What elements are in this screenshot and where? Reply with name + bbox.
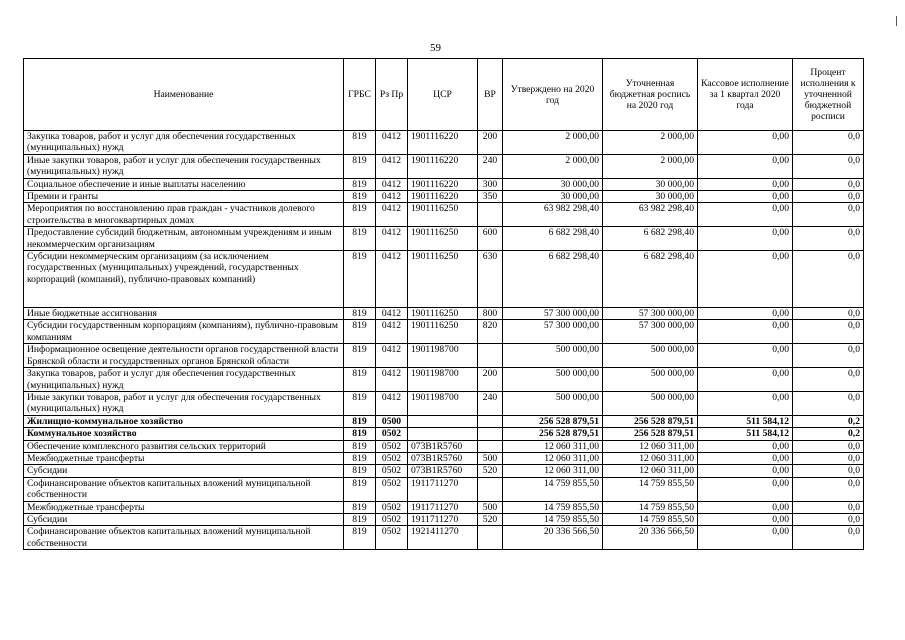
- table-row: [24, 308, 864, 320]
- table-row: [24, 344, 864, 368]
- cell-cash: 0,00: [698, 465, 793, 477]
- cell-refined: 57 300 000,00: [603, 320, 698, 344]
- cell-rz: 0502: [376, 440, 408, 452]
- cell-cash: 0,00: [698, 477, 793, 501]
- cell-grbs: 819: [344, 526, 376, 550]
- cell-grbs: 819: [344, 391, 376, 415]
- cell-rz: 0500: [376, 415, 408, 427]
- cell-grbs: 819: [344, 308, 376, 320]
- cell-csr: 073B1R5760: [408, 440, 478, 452]
- cell-rz: 0502: [376, 428, 408, 440]
- header-csr: ЦСР: [408, 59, 478, 131]
- cell-csr: 1901198700: [408, 368, 478, 392]
- cell-rz: 0502: [376, 477, 408, 501]
- table-row: [24, 465, 864, 477]
- cell-rz: 0412: [376, 344, 408, 368]
- cell-rz: 0412: [376, 203, 408, 227]
- cell-refined: 12 060 311,00: [603, 440, 698, 452]
- cell-cash: 0,00: [698, 391, 793, 415]
- cell-csr: 1901116250: [408, 227, 478, 251]
- cell-vr: 820: [478, 320, 503, 344]
- table-header-row: [24, 59, 864, 131]
- cell-csr: 073B1R5760: [408, 465, 478, 477]
- cell-refined: 20 336 566,50: [603, 526, 698, 550]
- cell-name: Иные закупки товаров, работ и услуг для обеспечения государственных (муниципальных) нужд: [24, 391, 344, 415]
- header-refined: Уточненная бюджетная роспись на 2020 год: [603, 59, 698, 131]
- cell-percent: 0,0: [793, 452, 864, 464]
- cell-vr: [478, 415, 503, 427]
- cell-cash: 0,00: [698, 440, 793, 452]
- cell-csr: 1911711270: [408, 501, 478, 513]
- cell-approved: 500 000,00: [503, 344, 603, 368]
- cell-name: Социальное обеспечение и иные выплаты населению: [24, 178, 344, 190]
- table-row: [24, 131, 864, 155]
- table-row: [24, 203, 864, 227]
- cell-csr: [408, 428, 478, 440]
- cell-approved: 30 000,00: [503, 178, 603, 190]
- table-row: [24, 428, 864, 440]
- cell-rz: 0502: [376, 465, 408, 477]
- header-cash: Кассовое исполнение за 1 квартал 2020 года: [698, 59, 793, 131]
- cell-percent: 0,0: [793, 154, 864, 178]
- cell-vr: [478, 526, 503, 550]
- cell-rz: 0412: [376, 308, 408, 320]
- cell-vr: [478, 344, 503, 368]
- cell-rz: 0502: [376, 526, 408, 550]
- header-rz: Рз Пр: [376, 59, 408, 131]
- cell-grbs: 819: [344, 320, 376, 344]
- cell-vr: 520: [478, 465, 503, 477]
- cell-vr: 240: [478, 391, 503, 415]
- cell-vr: [478, 477, 503, 501]
- cell-rz: 0502: [376, 513, 408, 525]
- cell-name: Иные бюджетные ассигнования: [24, 308, 344, 320]
- table-row: [24, 368, 864, 392]
- cell-cash: 511 584,12: [698, 428, 793, 440]
- cell-vr: 200: [478, 368, 503, 392]
- cell-rz: 0412: [376, 391, 408, 415]
- cell-vr: 800: [478, 308, 503, 320]
- cell-cash: 0,00: [698, 368, 793, 392]
- cell-percent: 0,0: [793, 501, 864, 513]
- cell-vr: 500: [478, 501, 503, 513]
- cell-vr: [478, 440, 503, 452]
- cell-csr: 1911711270: [408, 513, 478, 525]
- cell-approved: 20 336 566,50: [503, 526, 603, 550]
- cell-percent: 0,0: [793, 368, 864, 392]
- page-number: 59: [430, 42, 441, 54]
- cell-approved: 57 300 000,00: [503, 320, 603, 344]
- cell-refined: 256 528 879,51: [603, 415, 698, 427]
- cell-approved: 12 060 311,00: [503, 452, 603, 464]
- cell-percent: 0,0: [793, 203, 864, 227]
- cell-percent: 0,0: [793, 191, 864, 203]
- cell-rz: 0502: [376, 501, 408, 513]
- cell-cash: 0,00: [698, 344, 793, 368]
- cell-approved: 14 759 855,50: [503, 513, 603, 525]
- budget-table: [23, 58, 864, 550]
- cell-csr: 1901116220: [408, 191, 478, 203]
- cell-approved: 6 682 298,40: [503, 251, 603, 308]
- cell-vr: [478, 203, 503, 227]
- cell-cash: 0,00: [698, 501, 793, 513]
- cell-csr: [408, 415, 478, 427]
- cell-grbs: 819: [344, 131, 376, 155]
- cell-vr: 520: [478, 513, 503, 525]
- cell-cash: 0,00: [698, 203, 793, 227]
- cell-name: Субсидии некоммерческим организациям (за исключением государственных (муниципальных) учреждений, государственных корпораций (компаний), публично-правовых компаний): [24, 251, 344, 308]
- cell-grbs: 819: [344, 501, 376, 513]
- cell-name: Закупка товаров, работ и услуг для обеспечения государственных (муниципальных) нужд: [24, 131, 344, 155]
- cell-refined: 12 060 311,00: [603, 452, 698, 464]
- cell-name: Софинансирование объектов капитальных вложений муниципальной собственности: [24, 526, 344, 550]
- cell-refined: 30 000,00: [603, 191, 698, 203]
- cell-name: Мероприятия по восстановлению прав граждан - участников долевого строительства в многоквартирных домах: [24, 203, 344, 227]
- cell-vr: 240: [478, 154, 503, 178]
- cell-percent: 0,0: [793, 344, 864, 368]
- cell-grbs: 819: [344, 178, 376, 190]
- cell-grbs: 819: [344, 452, 376, 464]
- cell-grbs: 819: [344, 465, 376, 477]
- table-row: [24, 251, 864, 308]
- cell-grbs: 819: [344, 191, 376, 203]
- cell-grbs: 819: [344, 477, 376, 501]
- cell-percent: 0,0: [793, 477, 864, 501]
- cell-refined: 256 528 879,51: [603, 428, 698, 440]
- table-row: [24, 178, 864, 190]
- cell-refined: 500 000,00: [603, 344, 698, 368]
- table-row: [24, 227, 864, 251]
- cell-cash: 0,00: [698, 131, 793, 155]
- cell-name: Жилищно-коммунальное хозяйство: [24, 415, 344, 427]
- cell-vr: [478, 428, 503, 440]
- cell-approved: 500 000,00: [503, 391, 603, 415]
- cell-name: Предоставление субсидий бюджетным, автономным учреждениям и иным некоммерческим организациям: [24, 227, 344, 251]
- cell-percent: 0,0: [793, 320, 864, 344]
- cell-vr: 630: [478, 251, 503, 308]
- cell-approved: 30 000,00: [503, 191, 603, 203]
- header-name: Наименование: [24, 59, 344, 131]
- cell-cash: 0,00: [698, 191, 793, 203]
- cell-cash: 0,00: [698, 513, 793, 525]
- cell-name: Иные закупки товаров, работ и услуг для обеспечения государственных (муниципальных) нужд: [24, 154, 344, 178]
- table-row: [24, 501, 864, 513]
- cell-approved: 12 060 311,00: [503, 440, 603, 452]
- cell-vr: 200: [478, 131, 503, 155]
- table-row: [24, 191, 864, 203]
- cell-refined: 2 000,00: [603, 154, 698, 178]
- cell-grbs: 819: [344, 154, 376, 178]
- cell-grbs: 819: [344, 440, 376, 452]
- cell-csr: 1901198700: [408, 344, 478, 368]
- cell-percent: 0,0: [793, 526, 864, 550]
- cell-refined: 14 759 855,50: [603, 477, 698, 501]
- cell-csr: 1911711270: [408, 477, 478, 501]
- cell-percent: 0,0: [793, 227, 864, 251]
- cell-name: Информационное освещение деятельности органов государственной власти Брянской области и государственных органов Брянской области: [24, 344, 344, 368]
- cell-approved: 14 759 855,50: [503, 477, 603, 501]
- cell-refined: 2 000,00: [603, 131, 698, 155]
- cell-name: Обеспечение комплексного развития сельских территорий: [24, 440, 344, 452]
- table-body: [24, 131, 864, 550]
- header-grbs: ГРБС: [344, 59, 376, 131]
- cell-grbs: 819: [344, 368, 376, 392]
- cell-csr: 1901116250: [408, 320, 478, 344]
- cell-percent: 0,2: [793, 415, 864, 427]
- cell-rz: 0412: [376, 154, 408, 178]
- cell-refined: 500 000,00: [603, 368, 698, 392]
- cell-vr: 350: [478, 191, 503, 203]
- cell-percent: 0,0: [793, 513, 864, 525]
- cell-name: Межбюджетные трансферты: [24, 501, 344, 513]
- cell-cash: 0,00: [698, 227, 793, 251]
- cell-refined: 6 682 298,40: [603, 251, 698, 308]
- cell-csr: 1901116220: [408, 131, 478, 155]
- header-approved: Утверждено на 2020 год: [503, 59, 603, 131]
- cell-grbs: 819: [344, 227, 376, 251]
- cell-rz: 0412: [376, 227, 408, 251]
- cell-csr: 1901116250: [408, 251, 478, 308]
- table-row: [24, 154, 864, 178]
- header-vr: ВР: [478, 59, 503, 131]
- cell-name: Коммунальное хозяйство: [24, 428, 344, 440]
- cell-cash: 511 584,12: [698, 415, 793, 427]
- cell-vr: 500: [478, 452, 503, 464]
- cell-refined: 14 759 855,50: [603, 513, 698, 525]
- cell-refined: 57 300 000,00: [603, 308, 698, 320]
- cell-rz: 0412: [376, 131, 408, 155]
- cell-name: Субсидии: [24, 465, 344, 477]
- cell-rz: 0412: [376, 191, 408, 203]
- cell-csr: 1921411270: [408, 526, 478, 550]
- cell-grbs: 819: [344, 428, 376, 440]
- cell-approved: 14 759 855,50: [503, 501, 603, 513]
- cell-csr: 1901116220: [408, 178, 478, 190]
- cell-percent: 0,0: [793, 465, 864, 477]
- cell-rz: 0502: [376, 452, 408, 464]
- cell-rz: 0412: [376, 178, 408, 190]
- cell-cash: 0,00: [698, 178, 793, 190]
- cell-grbs: 819: [344, 251, 376, 308]
- cell-approved: 256 528 879,51: [503, 415, 603, 427]
- cell-name: Премии и гранты: [24, 191, 344, 203]
- cell-cash: 0,00: [698, 251, 793, 308]
- cell-refined: 14 759 855,50: [603, 501, 698, 513]
- cell-refined: 63 982 298,40: [603, 203, 698, 227]
- cell-name: Софинансирование объектов капитальных вложений муниципальной собственности: [24, 477, 344, 501]
- cell-grbs: 819: [344, 203, 376, 227]
- cell-approved: 12 060 311,00: [503, 465, 603, 477]
- cell-refined: 30 000,00: [603, 178, 698, 190]
- cell-cash: 0,00: [698, 320, 793, 344]
- cell-approved: 256 528 879,51: [503, 428, 603, 440]
- cell-percent: 0,2: [793, 428, 864, 440]
- table-row: [24, 415, 864, 427]
- cell-approved: 57 300 000,00: [503, 308, 603, 320]
- cell-grbs: 819: [344, 415, 376, 427]
- cell-name: Закупка товаров, работ и услуг для обеспечения государственных (муниципальных) нужд: [24, 368, 344, 392]
- cell-csr: 1901198700: [408, 391, 478, 415]
- cell-name: Субсидии государственным корпорациям (компаниям), публично-правовым компаниям: [24, 320, 344, 344]
- cell-approved: 2 000,00: [503, 154, 603, 178]
- cell-approved: 500 000,00: [503, 368, 603, 392]
- cell-csr: 1901116250: [408, 203, 478, 227]
- cell-rz: 0412: [376, 251, 408, 308]
- cell-percent: 0,0: [793, 131, 864, 155]
- header-percent: Процент исполнения к уточненной бюджетной росписи: [793, 59, 864, 131]
- cell-approved: 63 982 298,40: [503, 203, 603, 227]
- table-row: [24, 526, 864, 550]
- cell-grbs: 819: [344, 344, 376, 368]
- table-row: [24, 440, 864, 452]
- cell-csr: 073B1R5760: [408, 452, 478, 464]
- cell-vr: 600: [478, 227, 503, 251]
- cell-rz: 0412: [376, 368, 408, 392]
- cell-csr: 1901116250: [408, 308, 478, 320]
- cell-percent: 0,0: [793, 251, 864, 308]
- table-row: [24, 513, 864, 525]
- table-row: [24, 452, 864, 464]
- cell-refined: 6 682 298,40: [603, 227, 698, 251]
- table-row: [24, 391, 864, 415]
- cell-name: Межбюджетные трансферты: [24, 452, 344, 464]
- table-row: [24, 477, 864, 501]
- cell-cash: 0,00: [698, 154, 793, 178]
- cell-grbs: 819: [344, 513, 376, 525]
- cell-percent: 0,0: [793, 308, 864, 320]
- scan-edge-mark: [896, 16, 897, 26]
- cell-refined: 500 000,00: [603, 391, 698, 415]
- cell-percent: 0,0: [793, 440, 864, 452]
- cell-name: Субсидии: [24, 513, 344, 525]
- cell-cash: 0,00: [698, 308, 793, 320]
- cell-rz: 0412: [376, 320, 408, 344]
- table-row: [24, 320, 864, 344]
- cell-refined: 12 060 311,00: [603, 465, 698, 477]
- cell-approved: 6 682 298,40: [503, 227, 603, 251]
- cell-vr: 300: [478, 178, 503, 190]
- cell-cash: 0,00: [698, 452, 793, 464]
- cell-cash: 0,00: [698, 526, 793, 550]
- cell-percent: 0,0: [793, 178, 864, 190]
- cell-approved: 2 000,00: [503, 131, 603, 155]
- cell-csr: 1901116220: [408, 154, 478, 178]
- cell-percent: 0,0: [793, 391, 864, 415]
